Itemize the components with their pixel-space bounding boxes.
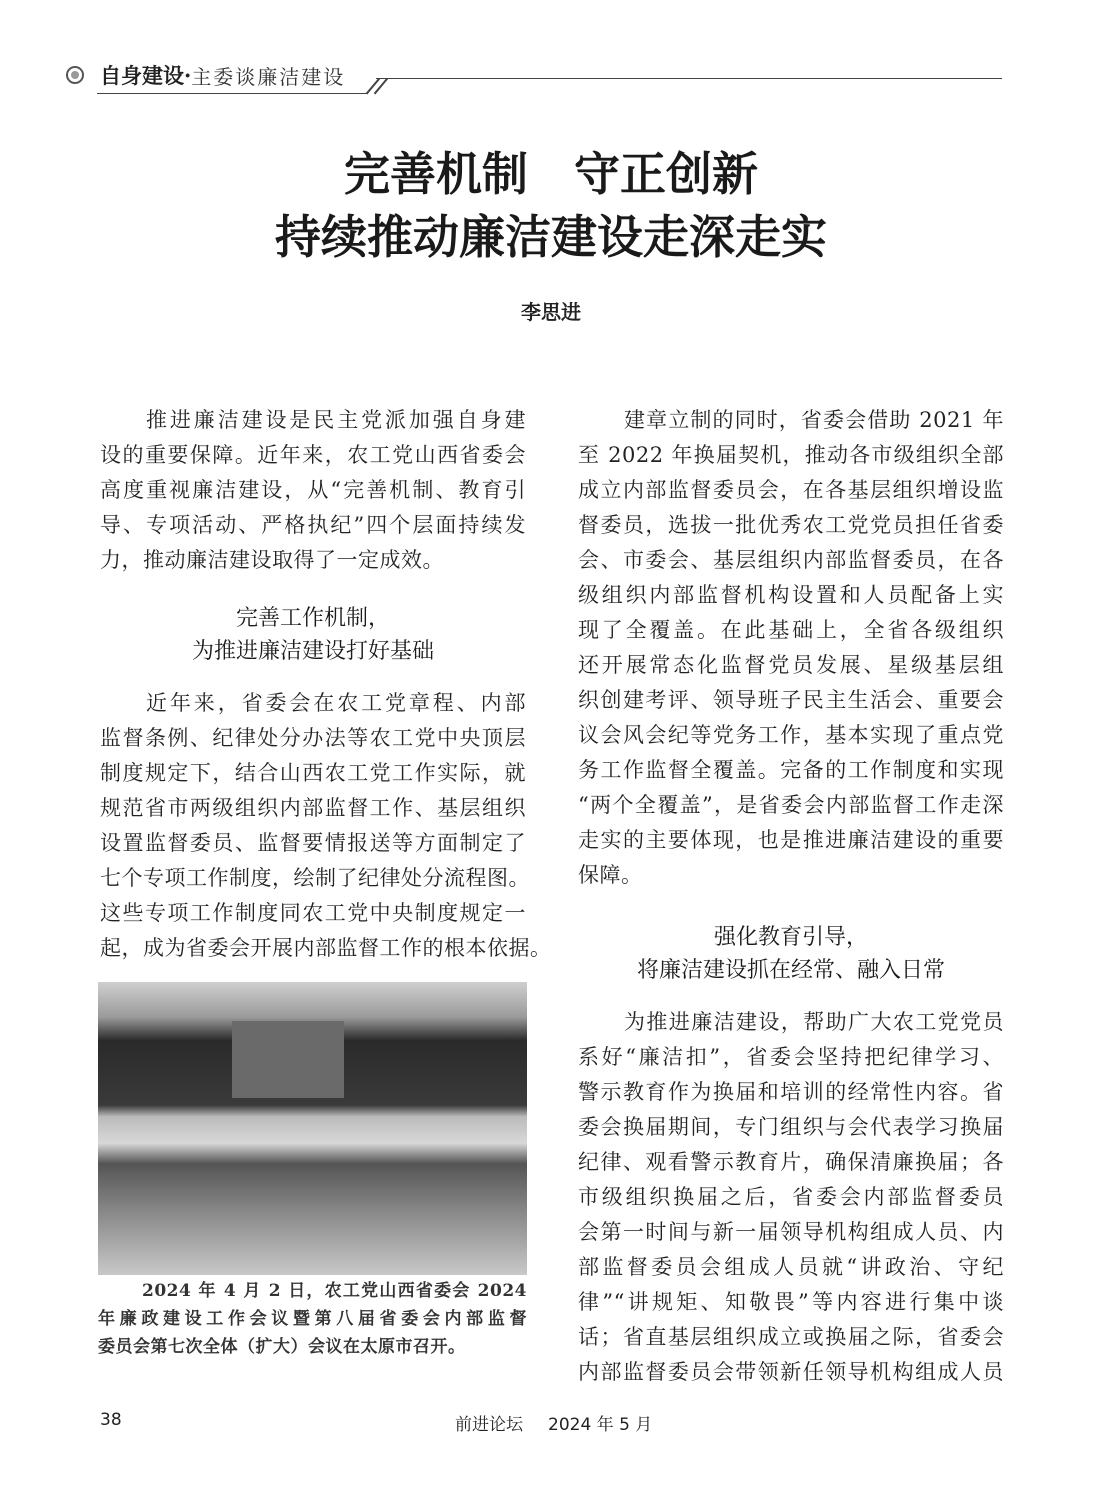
text-line: 委会换届期间，专门组织与会代表学习换届 (578, 1115, 1004, 1139)
text-line: 纪律、观看警示教育片，确保清廉换届；各 (578, 1150, 1004, 1174)
text-line: 警示教育作为换届和培训的经常性内容。省 (578, 1080, 1004, 1104)
subheading-line: 完善工作机制， (235, 606, 390, 631)
text-line: 督委员，选拔一批优秀农工党党员担任省委 (578, 513, 1004, 537)
journal-name: 前进论坛 (455, 1415, 523, 1435)
caption-line: 委员会第七次全体（扩大）会议在太原市召开。 (98, 1337, 466, 1357)
author: 李思进 (521, 300, 581, 324)
text-line: 近年来，省委会在农工党章程、内部 (146, 691, 526, 715)
paragraph (578, 1005, 1004, 1390)
text-line: 织创建考评、领导班子民主生活会、重要会 (578, 688, 1004, 712)
subsection-name: 主委谈廉洁建设 (191, 64, 346, 89)
text-line: 内部监督委员会带领新任领导机构组成人员 (578, 1360, 1004, 1384)
section-separator: · (184, 62, 192, 88)
text-line: 现了全覆盖。在此基础上，全省各级组织 (578, 618, 1004, 642)
text-line: 保障。 (578, 863, 643, 887)
subheading-line: 为推进廉洁建设打好基础 (191, 639, 434, 664)
text-line: 导、专项活动、严格执纪”四个层面持续发 (100, 513, 526, 537)
text-line: 部监督委员会组成人员就“讲政治、守纪 (578, 1255, 1004, 1279)
section-header (66, 60, 345, 90)
header-rule-left (97, 93, 367, 94)
paragraph (100, 403, 526, 578)
text-line: 这些专项工作制度同农工党中央制度规定一 (100, 901, 526, 925)
text-line: “两个全覆盖”，是省委会内部监督工作走深 (578, 793, 1004, 817)
text-line: 力，推动廉洁建设取得了一定成效。 (100, 548, 444, 572)
text-line: 监督条例、纪律处分办法等农工党中央顶层 (100, 726, 526, 750)
text-line: 起，成为省委会开展内部监督工作的根本依据。 (100, 936, 552, 960)
text-line: 会第一时间与新一届领导机构组成人员、内 (578, 1220, 1004, 1244)
text-line: 设的重要保障。近年来，农工党山西省委会 (100, 443, 526, 467)
text-line: 七个专项工作制度，绘制了纪律处分流程图。 (100, 866, 530, 890)
subheading (578, 921, 1004, 987)
text-line: 还开展常态化监督党员发展、星级基层组 (578, 653, 1004, 677)
text-line: 律”“讲规矩、知敬畏”等内容进行集中谈 (578, 1290, 1004, 1314)
text-line: 成立内部监督委员会，在各基层组织增设监 (578, 478, 1004, 502)
subheading (100, 602, 526, 668)
text-line: 务工作监督全覆盖。完备的工作制度和实现 (578, 758, 1004, 782)
page-number: 38 (100, 1410, 122, 1430)
section-name: 自身建设 (100, 63, 184, 88)
bullet-circle-icon (66, 66, 84, 84)
caption-line: 年廉政建设工作会议暨第八届省委会内部监督 (98, 1309, 527, 1329)
subheading-line: 强化教育引导， (713, 925, 868, 950)
text-line: 系好“廉洁扣”，省委会坚持把纪律学习、 (578, 1045, 1004, 1069)
article-title-line1: 完善机制 守正创新 (344, 147, 758, 201)
article-title-line2: 持续推动廉洁建设走深走实 (275, 210, 827, 264)
text-line: 至 2022 年换届契机，推动各市级组织全部 (578, 443, 1004, 467)
text-line: 走实的主要体现，也是推进廉洁建设的重要 (578, 828, 1004, 852)
paragraph (100, 686, 552, 966)
text-line: 话；省直基层组织成立或换届之际，省委会 (578, 1325, 1004, 1349)
paragraph (578, 403, 1004, 893)
text-line: 市级组织换届之后，省委会内部监督委员 (578, 1185, 1004, 1209)
projection-screen (232, 1021, 344, 1098)
text-line: 为推进廉洁建设，帮助广大农工党党员 (624, 1010, 1004, 1034)
caption-line: 2024 年 4 月 2 日，农工党山西省委会 2024 (142, 1281, 527, 1301)
text-line: 会、市委会、基层组织内部监督委员，在各 (578, 548, 1004, 572)
meeting-photo (98, 982, 527, 1275)
header-rule-right (376, 78, 1002, 79)
photo-caption (98, 1277, 527, 1361)
text-line: 设置监督委员、监督要情报送等方面制定了 (100, 831, 526, 855)
text-line: 规范省市两级组织内部监督工作、基层组织 (100, 796, 526, 820)
header-rule-slash (366, 78, 380, 94)
text-line: 高度重视廉洁建设，从“完善机制、教育引 (100, 478, 526, 502)
text-line: 级组织内部监督机构设置和人员配备上实 (578, 583, 1004, 607)
text-line: 推进廉洁建设是民主党派加强自身建 (146, 408, 526, 432)
right-column (578, 403, 1004, 1390)
text-line: 议会风会纪等党务工作，基本实现了重点党 (578, 723, 1004, 747)
text-line: 制度规定下，结合山西农工党工作实际，就 (100, 761, 526, 785)
left-column (100, 403, 552, 966)
text-line: 建章立制的同时，省委会借助 2021 年 (624, 408, 1004, 432)
issue-date: 2024 年 5 月 (548, 1415, 653, 1435)
subheading-line: 将廉洁建设抓在经常、融入日常 (636, 958, 945, 983)
